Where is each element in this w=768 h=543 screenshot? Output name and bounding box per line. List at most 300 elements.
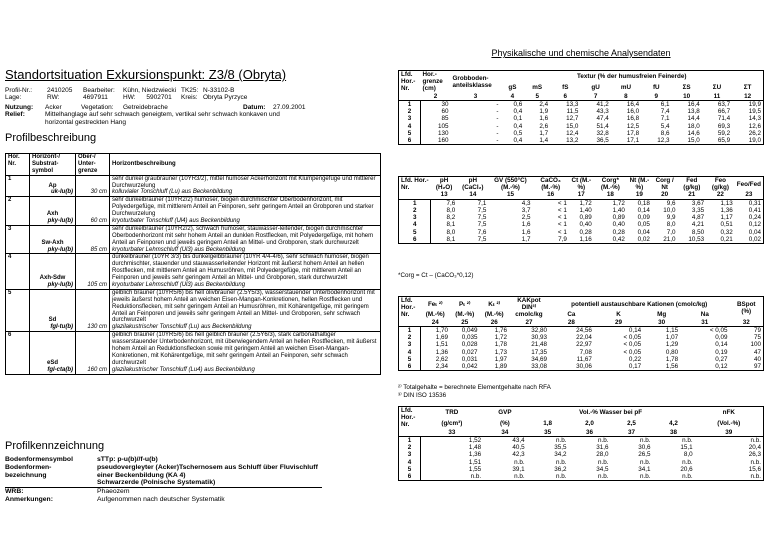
t2-cell: 3,35 [691,206,705,214]
t2-cell: 0,12 [748,221,761,229]
t4-cell: 2 [399,444,421,451]
meta-label: TK25: [181,87,199,94]
t3-cell: 30,06 [576,363,592,371]
t2-cell: < 1 [557,206,567,214]
horizon-nr: 1 [6,175,30,197]
relief-value: Mittelhanglage auf sehr schwach geneigtem, vertikal sehr schwach konkaven und horizontal gestreckten Hang [45,111,280,126]
t2-cell: 7,9 [558,235,567,243]
substrate-symbol: pky-lu(b) [47,218,73,225]
t1-cell: - [496,115,499,123]
t3-cell: 0,12 [715,363,728,371]
t3-h-kationen: potentiell austauschbare Kationen (cmolc/kg) [571,300,708,308]
t2-cell: < 1 [557,228,567,236]
bodenform-bez-2: einer Beckenbildung (KA 4) [97,471,186,479]
t1-col-header: ΣS [682,83,691,91]
horizon-description-cell [110,225,381,254]
substrate-symbol: pky-lu(b) [47,246,73,253]
t4-cell: 43,4 [512,436,525,444]
t3-cell: 0,035 [461,334,478,342]
t4-cell: 4 [399,459,421,466]
t2-header: Corg* (M.-%) [600,177,620,192]
t2-cell: 1,40 [579,206,592,214]
t1-cell: 13,2 [566,137,579,145]
t2-cell: 7,5 [477,214,487,222]
t4-cell: 8,0 [683,451,693,459]
t2-cell: 1,36 [720,206,733,214]
t1-cell: 7,4 [660,108,670,116]
t4-row [399,473,764,481]
t1-cell: 14,6 [687,129,700,137]
horizon-symbol-cell [30,289,76,331]
substrate-symbol: pky-lu(b) [47,282,73,289]
t3-h-nr: Lfd. Hor.- Nr. [401,297,416,319]
meta-label: Lage: [5,94,22,102]
t2-cell: 4,21 [691,221,705,229]
t2-cell: 7,5 [477,206,487,214]
t1-num: 12 [744,92,752,100]
relief-label: Relief: [5,111,25,119]
t2-cell: 0,28 [612,228,625,236]
t2-cell: 4 [399,221,431,228]
t1-row [399,100,764,108]
t3-num: 29 [615,318,623,326]
profile-row [6,332,381,374]
t2-header: GV (550°C) (M.-%) [494,177,527,192]
t4-num: 35 [544,428,552,436]
t1-cell: 16,8 [626,115,640,123]
texture-table [398,70,764,145]
t4-h-gvp: GVP [498,408,512,416]
horizon-description: dunkelbrauner (10YR 3/3) bis dunkelgelbbrauner (10YR 4/4-4/6), sehr schwach humoser, biogen durchmischter, stauender und stauwasserleitender Horizont mit äußerst hohem Anteil an hellen Rostflecken, mit mittlerem Anteil an Humusröhren, mit Polyedergefüge, mit mittlerem Anteil an Feinporen und jeweils sehr geringem Anteil an Mittel- und Grobporen, stark durchwurzelt [112,254,369,282]
bodenform-bez-label: Bodenformen- [5,463,52,471]
t3-cell: 1,70 [435,326,448,334]
t4-cell: n.b. [682,458,693,466]
t1-cell: 66,7 [717,108,731,116]
t2-cell: 21,0 [663,235,676,243]
t2-cell: < 1 [557,199,567,207]
t3-cell: 40 [753,355,761,363]
t2-cell: 7,5 [477,221,487,229]
t1-cell: 6,1 [660,100,670,108]
horizon-description: sehr dunkelbrauner (10YR2/2), schwach humoser, stauwasser-leitender, biogen durchmischter Oberbodenhorizont mit sehr hohem Anteil an dunklen Rostflecken, mit Polyedergefüge, mit hohem Anteil an Feinporen und jeweils geringem Anteil an Mittel- und Grobporen, stark durchwurzelt [112,225,374,246]
corg-footnote: *Corg = Ct – (CaCO₃*0,12) [398,272,474,279]
t1-cell: 1,7 [539,129,549,137]
t3-cell: 0,19 [715,348,728,356]
substrate-description: kryoturbater Lehmschluff (Ul3) aus Beckenbildung [112,246,246,253]
t1-cell: 8,6 [660,129,670,137]
profile-row [6,175,381,197]
nutzung-label: Nutzung: [5,104,34,111]
t1-cell: 30 [441,100,449,108]
t4-cell: 35,5 [554,444,567,452]
t2-cell: 0,18 [637,199,650,207]
t2-cell: 1,6 [521,221,531,229]
t2-cell: 0,02 [748,235,761,243]
t2-header: CaCO₃ (M.-%) [540,177,561,192]
t4-cell: 26,5 [638,451,651,459]
profile-table [5,153,381,375]
t2-cell: 0,89 [612,214,625,222]
t3-cell: 1,15 [665,326,679,334]
t2-num: 17 [577,191,585,199]
t1-cell: 160 [437,137,449,145]
t2-cell: 8,50 [691,228,705,236]
meta-value: 4697911 [83,94,108,102]
t4-cell: 3 [399,451,421,458]
t4-cell: 34,5 [596,465,609,473]
hw-label: HW: [123,94,136,102]
t3-num: 32 [742,318,750,326]
t3-unit: Ca [567,311,576,319]
t1-cell: 32,8 [596,129,609,137]
t1-cell: 14,3 [748,115,761,123]
t1-num: 5 [535,92,539,100]
t3-cell: 22,97 [576,341,592,349]
t1-cell: 71,4 [717,115,731,123]
horizon-description: sehr dunkelbrauner (10YR2/2) humoser, biogen durchmischter Oberbodenhorizont, mit Polyedergefüge, mit mittlerem Anteil an Feinporen, sehr geringem Anteil an Grobporen und starker Durchwurzelung [112,197,374,218]
horizon-description-cell [110,332,381,374]
t1-cell: 85 [441,115,449,123]
t3-row [399,341,764,348]
t2-cell: 8,0 [666,221,676,229]
t4-cell: 15,6 [748,465,761,473]
t3-cell: < 0,05 [623,334,642,342]
horizon-boundary: 160 cm [76,332,110,374]
t1-cell: 41,2 [596,100,609,108]
t1-cell: 16,4 [626,100,640,108]
t1-cell: 26,2 [748,129,761,137]
horizon-nr: 3 [6,225,30,254]
t1-cell: 0,1 [513,115,523,123]
t2-cell: 0,24 [748,214,761,222]
t1-cell: 59,2 [717,129,731,137]
t2-header: Corg / Nt [655,177,674,192]
t1-cell: 2,6 [539,122,549,130]
t2-cell: 0,21 [720,235,733,243]
substrate-symbol: uk-lu(b) [51,189,73,196]
t2-num: 15 [506,191,514,199]
t4-unit: 1,8 [543,419,552,427]
page-title: Standortsituation Exkursionspunkt: Z3/8 (Obryta) [5,67,287,82]
t1-cell: 7,1 [660,115,670,123]
meta-label: Kreis: [181,94,198,102]
t1-col-header: mU [620,83,632,91]
t3-cell: < 0,05 [623,341,642,349]
t2-cell: < 1 [557,214,567,222]
t3-cell: 7,08 [579,348,592,356]
t1-cell: 1,6 [539,115,549,123]
t3-cell: < 0,05 [709,326,728,334]
t1-row [399,115,764,122]
chem-table [398,176,764,244]
t4-num: 36 [586,428,594,436]
t1-cell: 15,0 [566,122,579,130]
t2-header: Lfd. Hor.- Nr. [401,177,429,192]
horizon-boundary: 60 cm [76,197,110,226]
t2-cell: 10,53 [688,235,705,243]
t2-cell: 1,7 [521,235,531,243]
wrb-value: Phaeozem [97,488,322,496]
t1-cell: 0,5 [513,129,523,137]
col-description: Horizontbeschreibung [110,154,381,176]
t4-num: 33 [448,428,456,436]
analysis-header: Physikalische und chemische Analysendaten [491,48,671,58]
t3-row [399,356,764,363]
t3-cell: 22,04 [576,334,592,342]
meta-value: Obryta Pyrzyce [203,94,248,102]
t1-cell: 15,0 [687,137,700,145]
site-meta [5,87,251,102]
t2-cell: 3,7 [521,206,531,214]
t1-cell: 4 [399,123,421,130]
t2-num: 21 [688,191,696,199]
col-grenze: Ober-/ Unter-grenze [76,154,110,176]
t1-h-nr: Lfd. Hor.- Nr. [401,71,416,93]
t1-cell: 2 [399,108,421,115]
t3-unit: (M.-%) [455,311,475,319]
t4-cell: n.b. [639,436,651,444]
meta-label [123,94,181,101]
bodenform-value: sTTp: p-u(b)//f-u(b) [97,456,158,463]
t3-unit: Mg [657,311,667,319]
t4-num: 37 [628,428,636,436]
t2-row [399,236,764,244]
t1-h-grenze: Hor.- grenze (cm) [422,71,443,93]
t2-row [399,199,764,207]
t1-row [399,123,764,130]
t2-num: 23 [745,191,753,199]
t2-num: 16 [547,191,555,199]
t2-header: Feo (g/kg) [711,177,729,192]
t1-cell: 1,9 [539,108,549,116]
t2-header: Fed (g/kg) [683,177,701,192]
horizon-description: gelblich brauner (10YR5/6) bis hell olivbrauner (2.5Y5/3), wasserstauender Unterbodenhorizont mit jeweils äußerst hohem Anteil an weichen Eisen-Mangan-Konkretionen, hellen Rostflecken und Reduktionsflecken, mit sehr geringem Anteil an Humusröhren, mit Kohärentgefüge, mit geringem Anteil an Feinporen und jeweils sehr geringem Anteil an Mittel- und Grobporen, sehr schwach durchwurzelt [112,289,375,324]
t3-unit: K [616,311,621,319]
t4-cell: n.b. [598,473,609,481]
wrb-label: WRB: [5,488,97,496]
horizon-description-cell [110,197,381,226]
meta-value: Kühn, Niedzwiecki [123,87,177,94]
t3-num: 24 [431,318,439,326]
meta-label: Profil-Nr.: [5,87,33,94]
din-footnote: ³⁾ DIN ISO 13536 [398,392,447,399]
t4-num: 39 [725,428,733,436]
t4-cell: n.b. [514,473,525,481]
t4-h-pf: Vol.-% Wasser bei pF [579,408,643,416]
horizon-boundary: 130 cm [76,289,110,331]
t1-cell: 65,9 [717,137,731,145]
horizon-symbol-cell [30,225,76,254]
t2-cell: 0,41 [748,206,761,214]
t3-unit: (M.-%) [484,311,504,319]
t3-row [399,334,764,341]
substrate-description: kryoturbater Tonschluff (Ul4) aus Beckenbildung [112,218,240,225]
horizon-description-cell [110,175,381,197]
t1-cell: 3 [399,115,421,122]
t3-h-p: Pₜ ²⁾ [459,300,471,308]
t2-cell: 8,2 [446,214,456,222]
t1-cell: 60 [441,108,449,116]
t2-cell: 1,72 [579,199,592,207]
t3-unit: cmolc/kg [515,311,543,319]
t2-row [399,229,764,236]
t4-cell: 6 [399,473,421,481]
t2-cell: 1,72 [612,199,625,207]
t4-cell: 39,1 [512,465,525,473]
nutzung-value: Acker [45,104,62,111]
t1-row [399,130,764,137]
t2-cell: 1,40 [612,206,625,214]
t3-cell: 17,35 [531,348,547,356]
substrate-description: glazilakustrischer Tonschluff (Lu) aus Beckenbildung [112,324,252,331]
t1-cell: 51,4 [596,122,609,130]
t3-cell: 1 [399,326,421,334]
t2-cell: 0,31 [748,199,761,207]
anm-label: Anmerkungen: [5,496,53,504]
t4-row [399,436,764,444]
horizon-nr: 4 [6,254,30,289]
horizon-boundary: 105 cm [76,254,110,289]
t4-cell: n.b. [750,473,761,481]
t2-cell: < 1 [557,221,567,229]
t2-cell: 0,89 [579,214,592,222]
t1-cell: 12,5 [626,122,640,130]
t1-num: 3 [473,92,478,100]
t1-cell: 11,5 [566,108,579,116]
col-hor-nr: Hor. Nr. [6,154,30,176]
t3-cell: 30,93 [531,334,547,342]
t1-num: 7 [593,92,598,100]
t1-cell: 63,7 [717,100,731,108]
t3-cell: 33,08 [531,363,547,371]
t2-row [399,214,764,221]
t1-cell: 1,4 [539,137,549,145]
t3-cell: 1,29 [665,341,679,349]
t3-cell: 1,73 [494,348,507,356]
t2-num: 14 [469,191,477,199]
water-table [398,406,764,481]
t1-col-header: fU [652,83,660,91]
t3-num: 26 [490,318,498,326]
t4-unit: 2,0 [585,419,594,427]
t3-cell: 0,031 [461,355,478,363]
t1-col-header: gS [508,83,517,91]
t4-num: 38 [670,428,678,436]
t3-cell: 5 [399,356,421,363]
t3-cell: 0,09 [715,334,728,342]
t3-cell: 100 [750,341,761,349]
t4-cell: n.b. [750,458,761,466]
t1-cell: 13,3 [566,100,579,108]
t4-cell: n.b. [556,458,567,466]
t1-cell: 5,4 [660,122,670,130]
rfa-footnote: ²⁾ Totalgehalte = berechnete Elementgehalte nach RFA [398,384,551,391]
t2-cell: 5 [399,229,431,236]
t3-cell: 24,56 [576,326,592,334]
t1-cell: 16,4 [687,100,700,108]
horizon-symbol: Axh [46,211,59,218]
profilkenn-title: Profilkennzeichnung [5,440,105,452]
col-horizont: Horizont-/ Substrat-symbol [30,154,76,176]
t1-num: 6 [563,92,567,100]
t3-cell: 47 [753,348,761,356]
t1-cell: 130 [437,129,449,137]
t2-num [399,191,431,199]
t4-cell: 1,51 [468,458,482,466]
t1-col-header: ΣU [712,83,722,91]
horizon-symbol: Sw-Axh [41,239,64,246]
t3-cell: 6 [399,363,421,371]
profilkenn-table [5,456,322,504]
t4-cell: n.b. [470,473,482,481]
profile-row [6,197,381,226]
t2-header: Feo/Fed [736,180,761,188]
t1-col-header: ΣT [743,83,752,91]
t2-cell: 0,04 [748,228,761,236]
t4-cell: n.b. [750,436,761,444]
t4-cell: 31,6 [596,444,609,452]
t3-cell: 0,049 [461,326,478,334]
horizon-symbol: Ap [48,182,57,189]
t2-cell: 0,02 [637,235,650,243]
t4-unit: (%) [499,419,510,427]
t2-cell: 0,32 [720,228,733,236]
t3-cell: 0,80 [665,348,679,356]
t4-cell: n.b. [639,473,651,481]
t3-row [399,326,764,334]
t2-num: 19 [635,191,643,199]
t1-cell: - [496,100,499,108]
t3-cell: 1,51 [435,341,448,349]
t3-cell: 1,56 [665,363,679,371]
t2-cell: 0,42 [612,235,625,243]
t1-cell: 2,4 [539,100,549,108]
substrate-symbol: fgl-cta(b) [47,366,73,373]
t2-cell: 2 [399,207,431,214]
t2-cell: 6 [399,236,431,244]
t4-num: 34 [501,428,509,436]
t3-cell: 1,78 [494,341,507,349]
t4-h-trd: TRD [445,408,459,416]
t1-num: 4 [510,92,515,100]
t3-cell: 0,17 [628,363,642,371]
t2-cell: 1 [399,199,431,207]
t3-cell: 1,69 [435,334,448,342]
t2-cell: 8,1 [446,235,456,243]
horizon-description-cell [110,254,381,289]
meta-value: N-33102-B [203,87,235,94]
profile-row [6,254,381,289]
t4-cell: 1,36 [468,451,482,459]
t3-cell: 0,027 [461,348,478,356]
t4-row [399,466,764,473]
t1-cell: 43,3 [596,108,609,116]
horizon-symbol: Axh-Sdw [39,275,66,282]
t3-num [399,319,421,327]
t1-num: 2 [433,92,438,100]
t2-cell: 8,0 [446,228,456,236]
t4-cell: n.b. [682,473,693,481]
t3-cell: 0,14 [715,341,728,349]
horizon-nr: 2 [6,197,30,226]
t2-cell: 0,40 [579,221,592,229]
bodenform-bez-label-2: bezeichnung [5,471,47,479]
t3-cell: 1,89 [494,363,507,371]
t2-num: 22 [716,191,724,199]
t3-num: 31 [701,318,709,326]
t4-cell: 42,3 [512,451,525,459]
t4-h-nfk: nFK [722,408,735,416]
